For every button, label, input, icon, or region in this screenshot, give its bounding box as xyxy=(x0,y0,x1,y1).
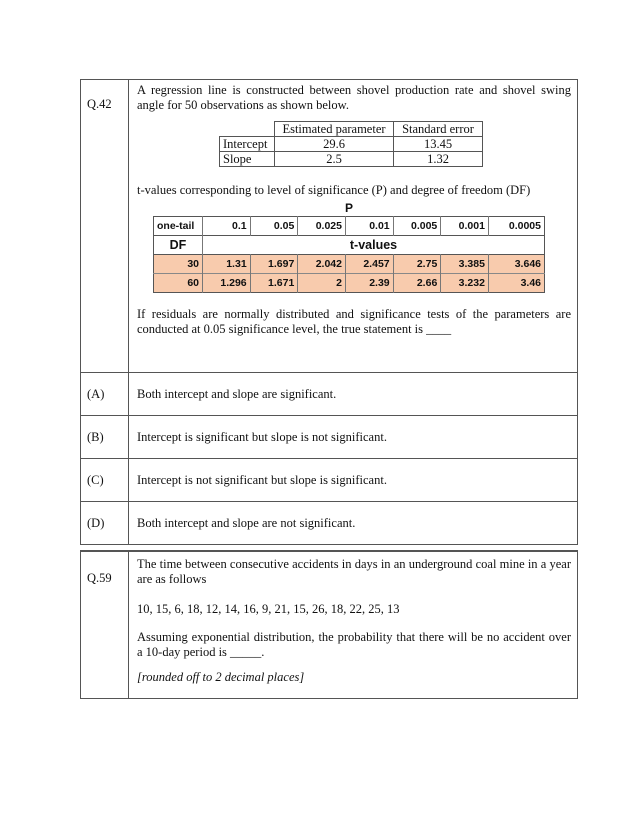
t-value-cell: 3.385 xyxy=(441,255,489,274)
data-values: 10, 15, 6, 18, 12, 14, 16, 9, 21, 15, 26, 18, 22, 25, 13 xyxy=(137,602,400,616)
question-stem: A regression line is constructed between shovel production rate and shovel swing angle for 50 observations as shown below. xyxy=(137,83,571,112)
t-value-cell: 2.66 xyxy=(393,274,441,293)
question-42-main xyxy=(81,80,577,372)
question-59-main xyxy=(81,552,577,698)
option-label: (A) xyxy=(81,373,129,415)
option-d-row[interactable] xyxy=(81,501,577,544)
t-value-cell: 1.697 xyxy=(250,255,298,274)
option-c-row[interactable] xyxy=(81,458,577,501)
t-table xyxy=(153,216,545,293)
option-text: Intercept is not significant but slope is significant. xyxy=(137,472,387,487)
t-value-cell: 3.646 xyxy=(488,255,544,274)
t-value-cell: 2.457 xyxy=(345,255,393,274)
t-table-caption: t-values corresponding to level of significance (P) and degree of freedom (DF) xyxy=(137,183,531,197)
question-number: Q.42 xyxy=(81,80,129,372)
option-label: (B) xyxy=(81,416,129,458)
param-row-label: Slope xyxy=(220,152,275,167)
option-text: Both intercept and slope are not significant. xyxy=(137,515,356,530)
question-body xyxy=(129,552,577,698)
p-value-cell: 0.025 xyxy=(298,217,346,236)
param-row-label: Intercept xyxy=(220,137,275,152)
option-label: (C) xyxy=(81,459,129,501)
option-text: Both intercept and slope are significant. xyxy=(137,386,337,401)
t-value-cell: 3.232 xyxy=(441,274,489,293)
question-text: Assuming exponential distribution, the probability that there will be no accident over a 10-day period is _____. xyxy=(137,630,571,659)
question-body xyxy=(129,80,577,372)
p-value-cell: 0.0005 xyxy=(488,217,544,236)
parameter-table xyxy=(219,121,483,167)
t-value-cell: 3.46 xyxy=(488,274,544,293)
t-table-p-label: P xyxy=(344,201,353,215)
p-value-cell: 0.01 xyxy=(345,217,393,236)
question-stem: The time between consecutive accidents in days in an underground coal mine in a year are as follows xyxy=(137,557,571,586)
option-b-row[interactable] xyxy=(81,415,577,458)
t-value-cell: 1.671 xyxy=(250,274,298,293)
param-cell: 1.32 xyxy=(394,152,483,167)
p-value-cell: 0.05 xyxy=(250,217,298,236)
df-value: 60 xyxy=(154,274,203,293)
question-42 xyxy=(80,79,578,545)
tvalues-label: t-values xyxy=(203,236,545,255)
param-header-stderr: Standard error xyxy=(394,122,483,137)
option-label: (D) xyxy=(81,502,129,544)
option-a-row[interactable] xyxy=(81,372,577,415)
t-value-cell: 2 xyxy=(298,274,346,293)
option-text: Intercept is significant but slope is not significant. xyxy=(137,429,387,444)
param-header-blank xyxy=(220,122,275,137)
t-value-cell: 1.296 xyxy=(203,274,251,293)
df-label: DF xyxy=(154,236,203,255)
param-cell: 13.45 xyxy=(394,137,483,152)
t-table-wrapper xyxy=(153,200,545,293)
p-value-cell: 0.1 xyxy=(203,217,251,236)
onetail-label: one-tail xyxy=(154,217,203,236)
question-tail: If residuals are normally distributed and significance tests of the parameters are conducted at 0.05 significance level, the true statement is ____ xyxy=(137,307,571,336)
question-number: Q.59 xyxy=(81,552,129,698)
t-value-cell: 2.39 xyxy=(345,274,393,293)
df-value: 30 xyxy=(154,255,203,274)
rounding-note: [rounded off to 2 decimal places] xyxy=(137,670,305,684)
param-header-estimate: Estimated parameter xyxy=(275,122,394,137)
param-cell: 2.5 xyxy=(275,152,394,167)
question-59 xyxy=(80,550,578,699)
t-value-cell: 1.31 xyxy=(203,255,251,274)
p-value-cell: 0.001 xyxy=(441,217,489,236)
p-value-cell: 0.005 xyxy=(393,217,441,236)
param-cell: 29.6 xyxy=(275,137,394,152)
t-value-cell: 2.042 xyxy=(298,255,346,274)
t-value-cell: 2.75 xyxy=(393,255,441,274)
